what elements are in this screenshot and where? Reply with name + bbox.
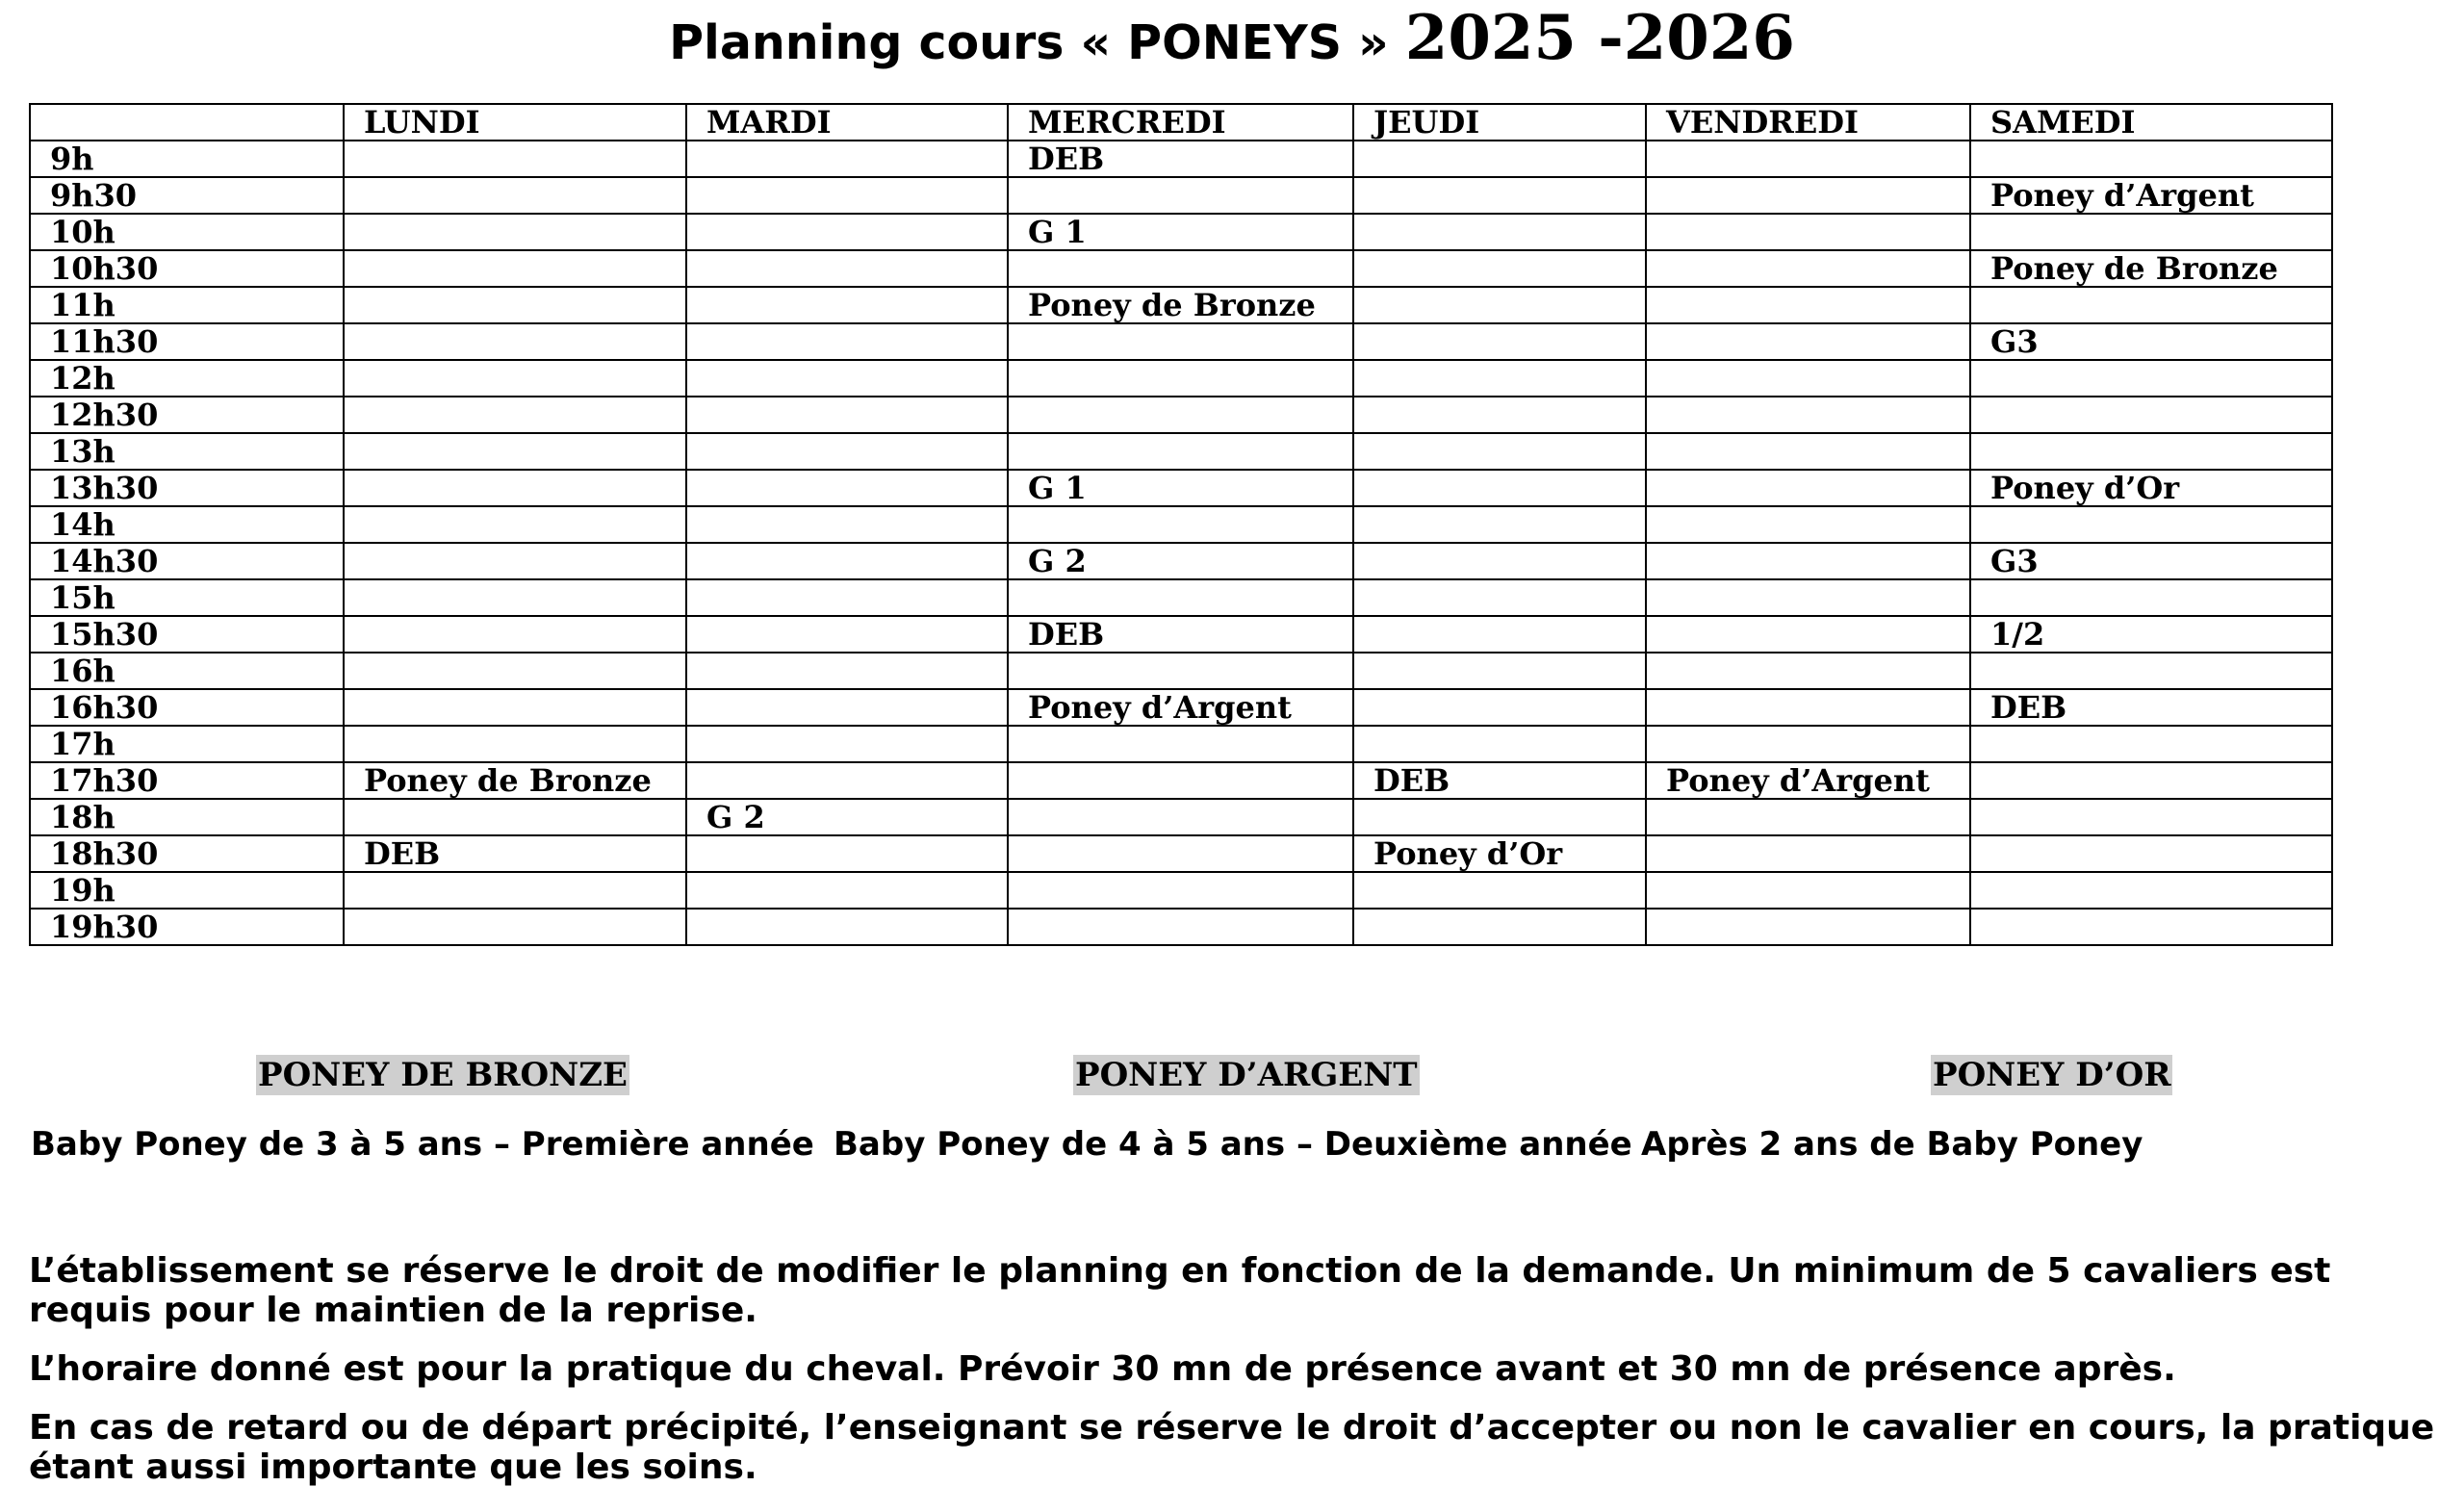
schedule-cell xyxy=(1353,323,1646,360)
legend-or-description: Après 2 ans de Baby Poney xyxy=(1641,1125,2143,1164)
schedule-cell xyxy=(344,433,686,470)
schedule-cell xyxy=(1970,433,2332,470)
time-cell: 10h30 xyxy=(30,250,344,287)
schedule-cell: DEB xyxy=(344,835,686,872)
schedule-cell xyxy=(1353,177,1646,214)
title-text: Planning cours « PONEYS » xyxy=(669,15,1405,70)
schedule-cell xyxy=(1353,470,1646,506)
day-header-row xyxy=(30,104,2332,141)
schedule-cell xyxy=(344,287,686,323)
schedule-cell xyxy=(1008,323,1353,360)
schedule-cell xyxy=(1353,141,1646,177)
schedule-cell xyxy=(344,250,686,287)
schedule-cell xyxy=(1008,397,1353,433)
table-row xyxy=(30,287,2332,323)
time-cell: 15h xyxy=(30,579,344,616)
schedule-cell xyxy=(1970,909,2332,945)
schedule-cell xyxy=(686,214,1008,250)
schedule-cell xyxy=(344,689,686,726)
schedule-cell xyxy=(1353,214,1646,250)
header-day-jeudi: JEUDI xyxy=(1353,104,1646,141)
schedule-cell xyxy=(686,909,1008,945)
schedule-cell xyxy=(1646,689,1970,726)
note-retard: En cas de retard ou de départ précipité, l’enseignant se réserve le droit d’accepter ou non le cavalier en cours, la pratique étant aussi importante que les soins. xyxy=(29,1408,2435,1487)
schedule-cell xyxy=(1353,726,1646,762)
schedule-cell xyxy=(344,397,686,433)
time-cell: 19h xyxy=(30,872,344,909)
schedule-cell xyxy=(1970,726,2332,762)
table-row xyxy=(30,579,2332,616)
schedule-cell xyxy=(344,360,686,397)
schedule-cell xyxy=(1008,653,1353,689)
schedule-cell xyxy=(1008,762,1353,799)
schedule-cell xyxy=(1353,799,1646,835)
schedule-cell xyxy=(1646,543,1970,579)
schedule-cell xyxy=(686,689,1008,726)
schedule-cell xyxy=(1646,653,1970,689)
schedule-cell xyxy=(1970,360,2332,397)
schedule-cell xyxy=(1970,397,2332,433)
table-row xyxy=(30,689,2332,726)
table-row xyxy=(30,909,2332,945)
schedule-cell xyxy=(1646,287,1970,323)
schedule-cell xyxy=(1646,360,1970,397)
time-cell: 13h xyxy=(30,433,344,470)
schedule-cell xyxy=(1970,506,2332,543)
schedule-cell xyxy=(686,872,1008,909)
schedule-cell xyxy=(1008,177,1353,214)
schedule-cell xyxy=(1353,616,1646,653)
schedule-cell xyxy=(686,726,1008,762)
table-row xyxy=(30,214,2332,250)
table-row xyxy=(30,762,2332,799)
table-row xyxy=(30,543,2332,579)
schedule-cell xyxy=(1646,323,1970,360)
schedule-cell xyxy=(1353,909,1646,945)
schedule-cell xyxy=(1353,506,1646,543)
schedule-cell xyxy=(1646,177,1970,214)
schedule-cell: DEB xyxy=(1008,141,1353,177)
schedule-cell xyxy=(1646,397,1970,433)
time-cell: 18h xyxy=(30,799,344,835)
schedule-cell: Poney de Bronze xyxy=(1008,287,1353,323)
table-row xyxy=(30,141,2332,177)
schedule-cell xyxy=(344,653,686,689)
schedule-cell: Poney d’Argent xyxy=(1646,762,1970,799)
note-horaire: L’horaire donné est pour la pratique du cheval. Prévoir 30 mn de présence avant et 30 mn de présence après. xyxy=(29,1349,2176,1389)
time-cell: 17h30 xyxy=(30,762,344,799)
table-row xyxy=(30,799,2332,835)
schedule-cell xyxy=(1970,762,2332,799)
schedule-cell xyxy=(686,616,1008,653)
schedule-cell xyxy=(686,835,1008,872)
time-cell: 12h xyxy=(30,360,344,397)
schedule-cell: 1/2 xyxy=(1970,616,2332,653)
schedule-cell xyxy=(1353,433,1646,470)
table-row xyxy=(30,323,2332,360)
header-day-lundi: LUNDI xyxy=(344,104,686,141)
schedule-cell xyxy=(1970,835,2332,872)
schedule-cell xyxy=(1008,360,1353,397)
schedule-cell xyxy=(1970,579,2332,616)
schedule-cell xyxy=(686,323,1008,360)
schedule-cell xyxy=(1008,835,1353,872)
time-cell: 13h30 xyxy=(30,470,344,506)
schedule-cell xyxy=(1970,141,2332,177)
schedule-cell xyxy=(1008,250,1353,287)
table-row xyxy=(30,397,2332,433)
schedule-cell xyxy=(1646,214,1970,250)
schedule-cell: Poney de Bronze xyxy=(344,762,686,799)
schedule-cell xyxy=(1646,872,1970,909)
schedule-cell: Poney d’Argent xyxy=(1970,177,2332,214)
schedule-cell xyxy=(1353,653,1646,689)
schedule-cell xyxy=(1646,250,1970,287)
schedule-cell xyxy=(344,470,686,506)
schedule-cell xyxy=(1646,470,1970,506)
schedule-cell xyxy=(1646,726,1970,762)
schedule-cell xyxy=(686,141,1008,177)
schedule-cell: Poney d’Or xyxy=(1353,835,1646,872)
header-day-vendredi: VENDREDI xyxy=(1646,104,1970,141)
time-cell: 12h30 xyxy=(30,397,344,433)
schedule-cell xyxy=(1970,799,2332,835)
schedule-cell xyxy=(1970,872,2332,909)
schedule-cell xyxy=(344,579,686,616)
legend-bronze-heading: PONEY DE BRONZE xyxy=(258,1056,628,1094)
schedule-cell: DEB xyxy=(1353,762,1646,799)
schedule-cell xyxy=(686,397,1008,433)
legend-or-heading: PONEY D’OR xyxy=(1933,1056,2171,1094)
table-row xyxy=(30,835,2332,872)
time-cell: 9h30 xyxy=(30,177,344,214)
time-cell: 15h30 xyxy=(30,616,344,653)
schedule-cell xyxy=(686,470,1008,506)
table-row xyxy=(30,616,2332,653)
schedule-cell xyxy=(1353,360,1646,397)
schedule-cell xyxy=(1646,835,1970,872)
schedule-cell xyxy=(1353,287,1646,323)
table-row xyxy=(30,250,2332,287)
schedule-table xyxy=(29,103,2333,946)
legend-argent-heading: PONEY D’ARGENT xyxy=(1075,1056,1418,1094)
schedule-cell xyxy=(686,177,1008,214)
schedule-cell xyxy=(1353,579,1646,616)
time-cell: 11h30 xyxy=(30,323,344,360)
table-row xyxy=(30,433,2332,470)
schedule-cell: DEB xyxy=(1970,689,2332,726)
schedule-cell xyxy=(344,177,686,214)
legend-bronze-description: Baby Poney de 3 à 5 ans – Première année xyxy=(31,1125,814,1164)
schedule-cell xyxy=(686,762,1008,799)
table-row xyxy=(30,177,2332,214)
schedule-cell xyxy=(1353,543,1646,579)
title-years: 2025 -2026 xyxy=(1404,2,1795,74)
time-cell: 16h30 xyxy=(30,689,344,726)
schedule-cell xyxy=(1646,909,1970,945)
table-row xyxy=(30,653,2332,689)
schedule-cell xyxy=(1008,726,1353,762)
time-cell: 16h xyxy=(30,653,344,689)
note-planning: L’établissement se réserve le droit de modifier le planning en fonction de la demande. Un minimum de 5 cavaliers est requis pour le maintien de la reprise. xyxy=(29,1251,2331,1330)
schedule-cell xyxy=(1970,287,2332,323)
schedule-cell xyxy=(1970,214,2332,250)
time-cell: 11h xyxy=(30,287,344,323)
schedule-cell xyxy=(344,616,686,653)
schedule-cell xyxy=(1970,653,2332,689)
table-row xyxy=(30,506,2332,543)
schedule-cell xyxy=(344,506,686,543)
schedule-cell: Poney d’Or xyxy=(1970,470,2332,506)
schedule-cell xyxy=(344,214,686,250)
schedule-cell xyxy=(686,653,1008,689)
header-day-samedi: SAMEDI xyxy=(1970,104,2332,141)
schedule-cell: G 2 xyxy=(1008,543,1353,579)
header-corner-cell xyxy=(30,104,344,141)
table-row xyxy=(30,470,2332,506)
schedule-cell xyxy=(686,250,1008,287)
schedule-cell xyxy=(1353,250,1646,287)
schedule-cell xyxy=(344,543,686,579)
page-title xyxy=(0,2,2464,74)
schedule-cell xyxy=(1008,909,1353,945)
schedule-cell xyxy=(1008,799,1353,835)
schedule-cell xyxy=(686,287,1008,323)
header-day-mercredi: MERCREDI xyxy=(1008,104,1353,141)
schedule-cell xyxy=(344,141,686,177)
schedule-cell xyxy=(1646,433,1970,470)
schedule-cell: G 2 xyxy=(686,799,1008,835)
table-row xyxy=(30,726,2332,762)
time-cell: 19h30 xyxy=(30,909,344,945)
schedule-cell xyxy=(686,543,1008,579)
schedule-cell: Poney d’Argent xyxy=(1008,689,1353,726)
time-cell: 14h30 xyxy=(30,543,344,579)
schedule-cell xyxy=(686,579,1008,616)
schedule-cell: G 1 xyxy=(1008,214,1353,250)
schedule-cell xyxy=(344,726,686,762)
time-cell: 17h xyxy=(30,726,344,762)
schedule-cell xyxy=(1646,616,1970,653)
table-row xyxy=(30,360,2332,397)
time-cell: 10h xyxy=(30,214,344,250)
schedule-cell xyxy=(686,506,1008,543)
time-cell: 9h xyxy=(30,141,344,177)
schedule-cell xyxy=(686,360,1008,397)
schedule-cell xyxy=(344,872,686,909)
schedule-cell: G 1 xyxy=(1008,470,1353,506)
schedule-cell xyxy=(344,799,686,835)
schedule-cell xyxy=(1353,397,1646,433)
schedule-cell xyxy=(1646,579,1970,616)
schedule-cell: G3 xyxy=(1970,323,2332,360)
schedule-cell xyxy=(344,909,686,945)
schedule-cell xyxy=(1646,506,1970,543)
legend-argent-description: Baby Poney de 4 à 5 ans – Deuxième année xyxy=(834,1125,1632,1164)
schedule-cell xyxy=(344,323,686,360)
time-cell: 14h xyxy=(30,506,344,543)
schedule-cell xyxy=(1008,872,1353,909)
schedule-cell: DEB xyxy=(1008,616,1353,653)
schedule-cell: Poney de Bronze xyxy=(1970,250,2332,287)
schedule-cell: G3 xyxy=(1970,543,2332,579)
schedule-cell xyxy=(686,433,1008,470)
schedule-cell xyxy=(1646,141,1970,177)
schedule-cell xyxy=(1008,433,1353,470)
table-row xyxy=(30,872,2332,909)
schedule-cell xyxy=(1353,689,1646,726)
time-cell: 18h30 xyxy=(30,835,344,872)
schedule-cell xyxy=(1646,799,1970,835)
schedule-cell xyxy=(1353,872,1646,909)
header-day-mardi: MARDI xyxy=(686,104,1008,141)
schedule-cell xyxy=(1008,579,1353,616)
schedule-cell xyxy=(1008,506,1353,543)
